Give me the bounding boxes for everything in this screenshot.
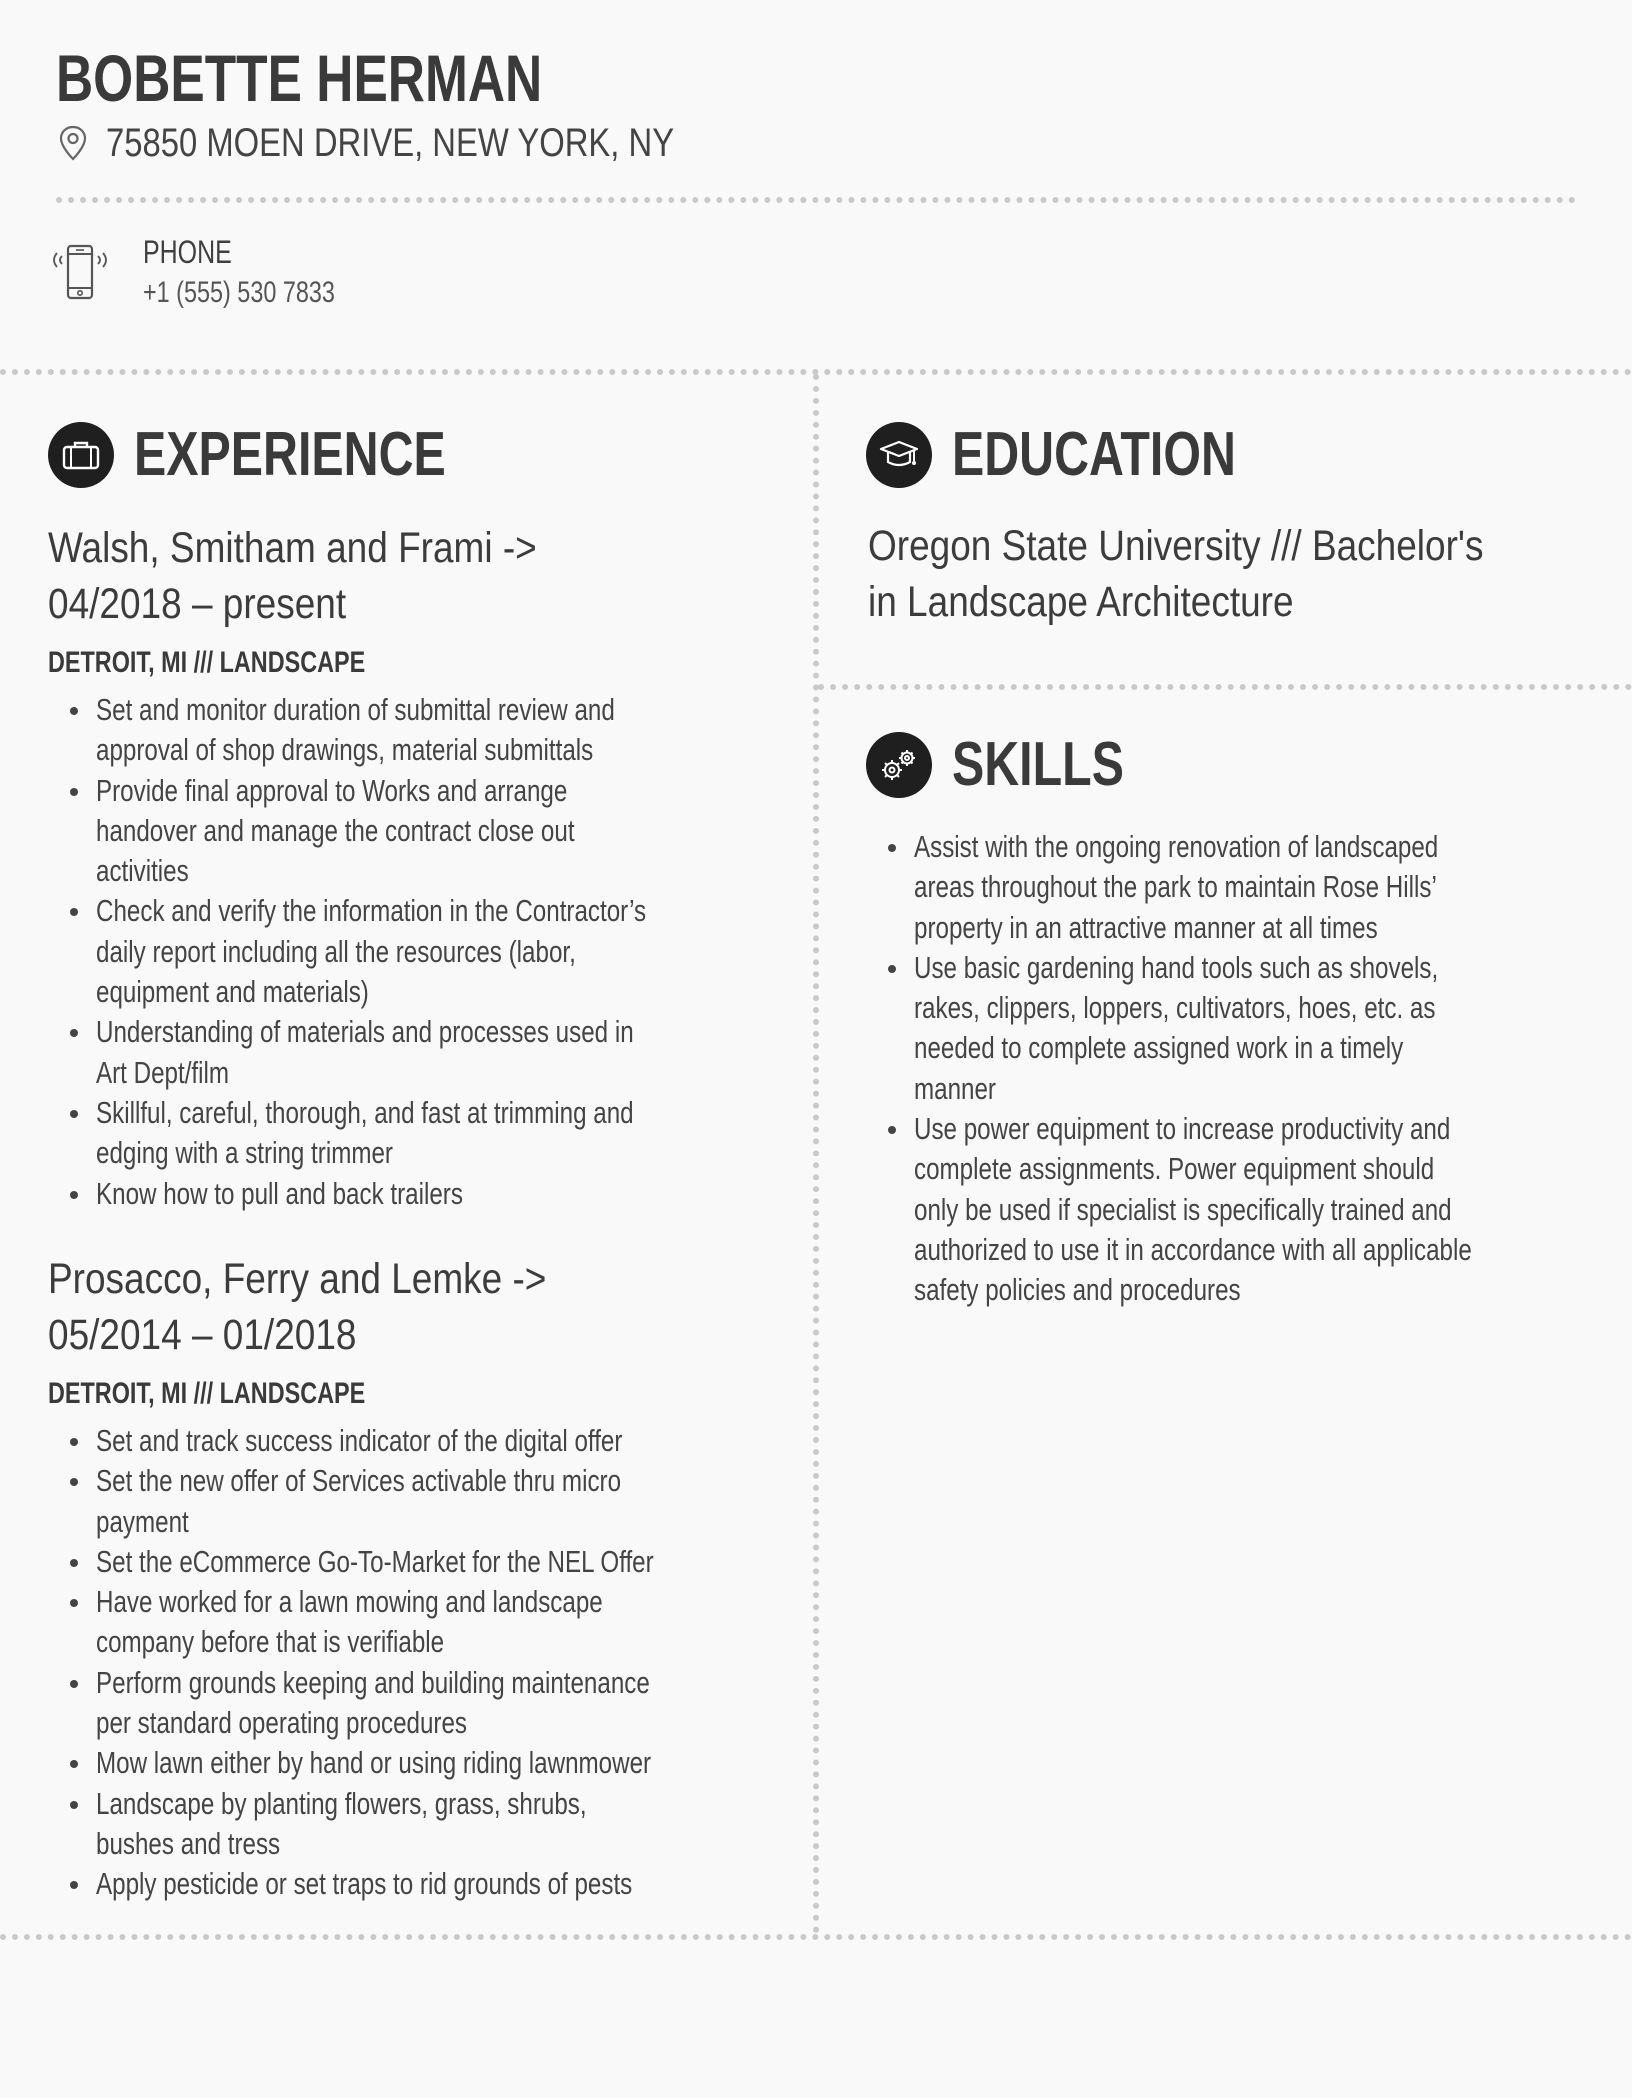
list-item: Check and verify the information in the Contractor’s daily report including all the resources (labor, equipment and materials): [48, 891, 788, 1012]
job-location-category: DETROIT, MI /// LANDSCAPE: [48, 1377, 366, 1410]
skills-bullets: [866, 827, 1606, 1311]
experience-heading: [48, 419, 534, 490]
list-item: Skillful, careful, thorough, and fast at trimming and edging with a string trimmer: [48, 1093, 788, 1174]
job-bullets: [48, 690, 788, 1214]
skills-heading: [866, 729, 1172, 800]
address-line: [56, 118, 799, 168]
skills-title: SKILLS: [952, 730, 1124, 799]
education-divider: [818, 684, 1632, 690]
mobile-phone-icon: [52, 242, 112, 304]
list-item: Apply pesticide or set traps to rid grounds of pests: [48, 1864, 788, 1904]
phone-label: PHONE: [143, 234, 232, 270]
experience-title: EXPERIENCE: [134, 420, 446, 489]
phone-value: +1 (555) 530 7833: [143, 276, 335, 309]
job-entry-1: [48, 520, 788, 1214]
skills-list-container: [866, 827, 1606, 1311]
list-item: Assist with the ongoing renovation of landscaped areas throughout the park to maintain Rose Hills’ property in an attractive manner at all times: [866, 827, 1606, 948]
job-title: Prosacco, Ferry and Lemke -> 05/2014 – 01/2018: [48, 1255, 547, 1359]
briefcase-icon: [48, 422, 114, 488]
address-text: 75850 MOEN DRIVE, NEW YORK, NY: [106, 120, 675, 165]
list-item: Set and track success indicator of the digital offer: [48, 1421, 788, 1461]
list-item: Have worked for a lawn mowing and landscape company before that is verifiable: [48, 1582, 788, 1663]
list-item: Set the new offer of Services activable thru micro payment: [48, 1461, 788, 1542]
job-title: Walsh, Smitham and Frami -> 04/2018 – present: [48, 524, 537, 628]
resume-name: BOBETTE HERMAN: [56, 41, 543, 115]
column-divider: [813, 374, 819, 1934]
list-item: Mow lawn either by hand or using riding lawnmower: [48, 1743, 788, 1783]
job-location-category: DETROIT, MI /// LANDSCAPE: [48, 646, 366, 679]
list-item: Set and monitor duration of submittal review and approval of shop drawings, material submittals: [48, 690, 788, 771]
section-divider-bottom: [0, 1934, 1632, 1940]
list-item: Use basic gardening hand tools such as shovels, rakes, clippers, loppers, cultivators, hoes, etc. as needed to complete assigned work in a timely manner: [866, 948, 1606, 1109]
header-divider: [56, 197, 1576, 203]
list-item: Provide final approval to Works and arrange handover and manage the contract close out activities: [48, 771, 788, 892]
list-item: Understanding of materials and processes used in Art Dept/film: [48, 1012, 788, 1093]
graduation-cap-icon: [866, 422, 932, 488]
education-heading: [866, 419, 1316, 490]
gears-icon: [866, 732, 932, 798]
education-title: EDUCATION: [952, 420, 1236, 489]
list-item: Set the eCommerce Go-To-Market for the NEL Offer: [48, 1542, 788, 1582]
job-entry-2: [48, 1251, 788, 1905]
list-item: Use power equipment to increase productivity and complete assignments. Power equipment should only be used if specialist is specifically trained and authorized to use it in accordance with all applicable safety policies and procedures: [866, 1109, 1606, 1310]
education-entry: Oregon State University /// Bachelor's in Landscape Architecture: [868, 522, 1484, 626]
job-bullets: [48, 1421, 788, 1905]
list-item: Landscape by planting flowers, grass, shrubs, bushes and tress: [48, 1784, 788, 1865]
map-pin-icon: [56, 123, 90, 163]
list-item: Know how to pull and back trailers: [48, 1174, 788, 1214]
list-item: Perform grounds keeping and building maintenance per standard operating procedures: [48, 1663, 788, 1744]
